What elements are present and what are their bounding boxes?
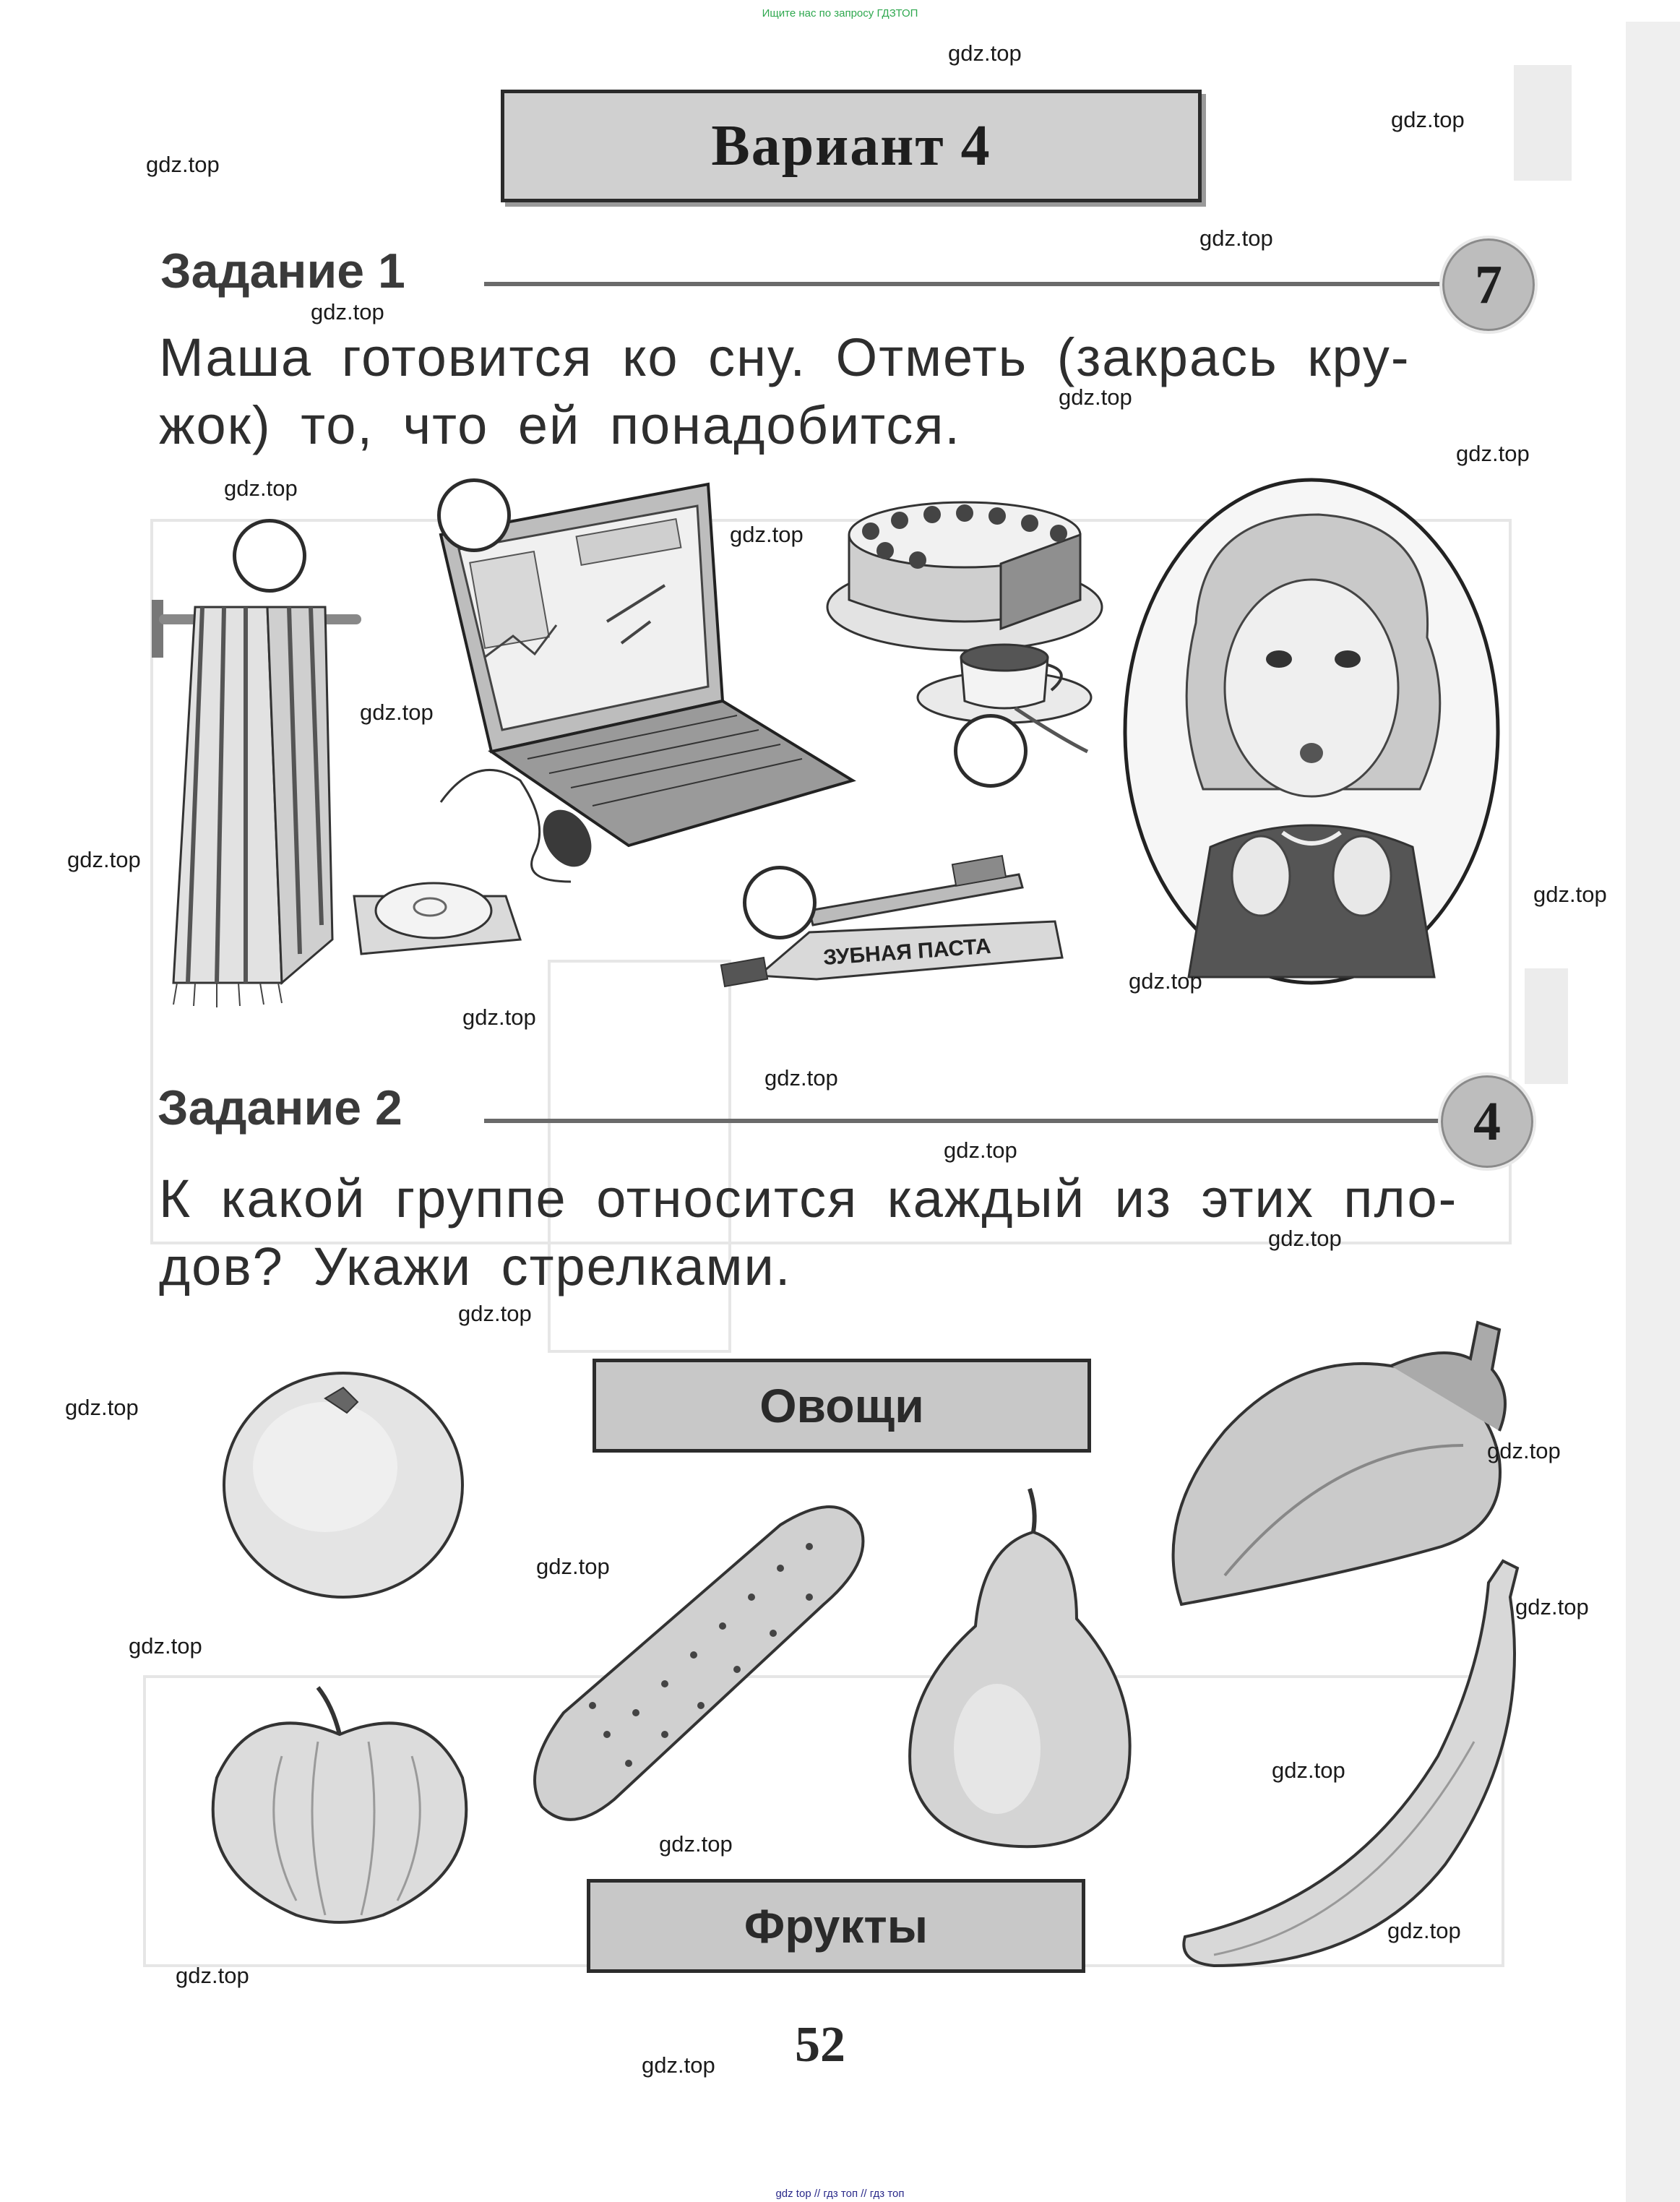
watermark: gdz.top — [1387, 1918, 1461, 1943]
watermark: gdz.top — [1129, 968, 1202, 994]
vegetables-group-box[interactable]: Овощи — [593, 1359, 1091, 1453]
top-search-note: Ищите нас по запросу ГДЗТОП — [762, 7, 918, 20]
watermark: gdz.top — [944, 1137, 1017, 1163]
watermark: gdz.top — [176, 1963, 249, 1988]
watermark: gdz.top — [67, 847, 141, 872]
fruits-group-box[interactable]: Фрукты — [587, 1879, 1085, 1973]
task2-text-line1: К какой группе относится каждый из этих пло- — [159, 1169, 1458, 1229]
watermark: gdz.top — [1272, 1758, 1345, 1783]
task1-heading: Задание 1 — [160, 244, 405, 298]
footer-note: gdz top // гдз топ // гдз топ — [775, 2188, 905, 2200]
task1-score-badge: 7 — [1439, 236, 1538, 334]
task2-text-line2: дов? Укажи стрелками. — [159, 1237, 792, 1296]
laptop-answer-circle[interactable] — [437, 478, 511, 552]
task1-text-line1: Маша готовится ко сну. Отметь (закрась кру- — [159, 327, 1410, 387]
task2-rule — [484, 1119, 1445, 1123]
cake-and-tea-illustration — [813, 491, 1102, 759]
watermark: gdz.top — [1059, 384, 1132, 410]
watermark: gdz.top — [462, 1005, 536, 1030]
watermark: gdz.top — [642, 2052, 715, 2078]
toothpaste-label: ЗУБНАЯ ПАСТА — [822, 934, 992, 970]
watermark: gdz.top — [360, 700, 434, 725]
watermark: gdz.top — [1533, 882, 1607, 907]
watermark: gdz.top — [1199, 225, 1273, 251]
watermark: gdz.top — [764, 1065, 838, 1091]
task2-score-badge: 4 — [1438, 1072, 1536, 1171]
watermark: gdz.top — [659, 1831, 733, 1857]
watermark: gdz.top — [536, 1554, 610, 1579]
banana-illustration[interactable] — [1171, 1561, 1532, 1973]
watermark: gdz.top — [311, 299, 384, 324]
tomato-illustration[interactable] — [217, 1359, 470, 1604]
watermark: gdz.top — [1456, 441, 1530, 466]
cake-answer-circle[interactable] — [954, 714, 1028, 788]
watermark: gdz.top — [730, 522, 804, 547]
task1-rule — [484, 282, 1445, 286]
watermark: gdz.top — [1268, 1226, 1342, 1251]
pear-illustration[interactable] — [896, 1489, 1156, 1850]
watermark: gdz.top — [65, 1395, 139, 1420]
watermark: gdz.top — [1487, 1438, 1561, 1463]
watermark: gdz.top — [146, 152, 220, 177]
task1-text-line2: жок) то, что ей понадобится. — [159, 395, 961, 455]
variant-title: Вариант 4 — [501, 90, 1202, 202]
girl-portrait-illustration — [1116, 471, 1507, 992]
watermark: gdz.top — [948, 40, 1022, 66]
watermark: gdz.top — [1515, 1594, 1589, 1620]
watermark: gdz.top — [1391, 107, 1465, 132]
apple-illustration[interactable] — [195, 1684, 484, 1930]
watermark: gdz.top — [129, 1633, 202, 1659]
toothbrush-answer-circle[interactable] — [743, 866, 817, 939]
page-number: 52 — [795, 2017, 845, 2073]
cucumber-illustration[interactable] — [520, 1496, 874, 1836]
task2-heading: Задание 2 — [158, 1080, 402, 1135]
watermark: gdz.top — [458, 1301, 532, 1326]
towel-answer-circle[interactable] — [233, 519, 306, 593]
watermark: gdz.top — [224, 476, 298, 501]
